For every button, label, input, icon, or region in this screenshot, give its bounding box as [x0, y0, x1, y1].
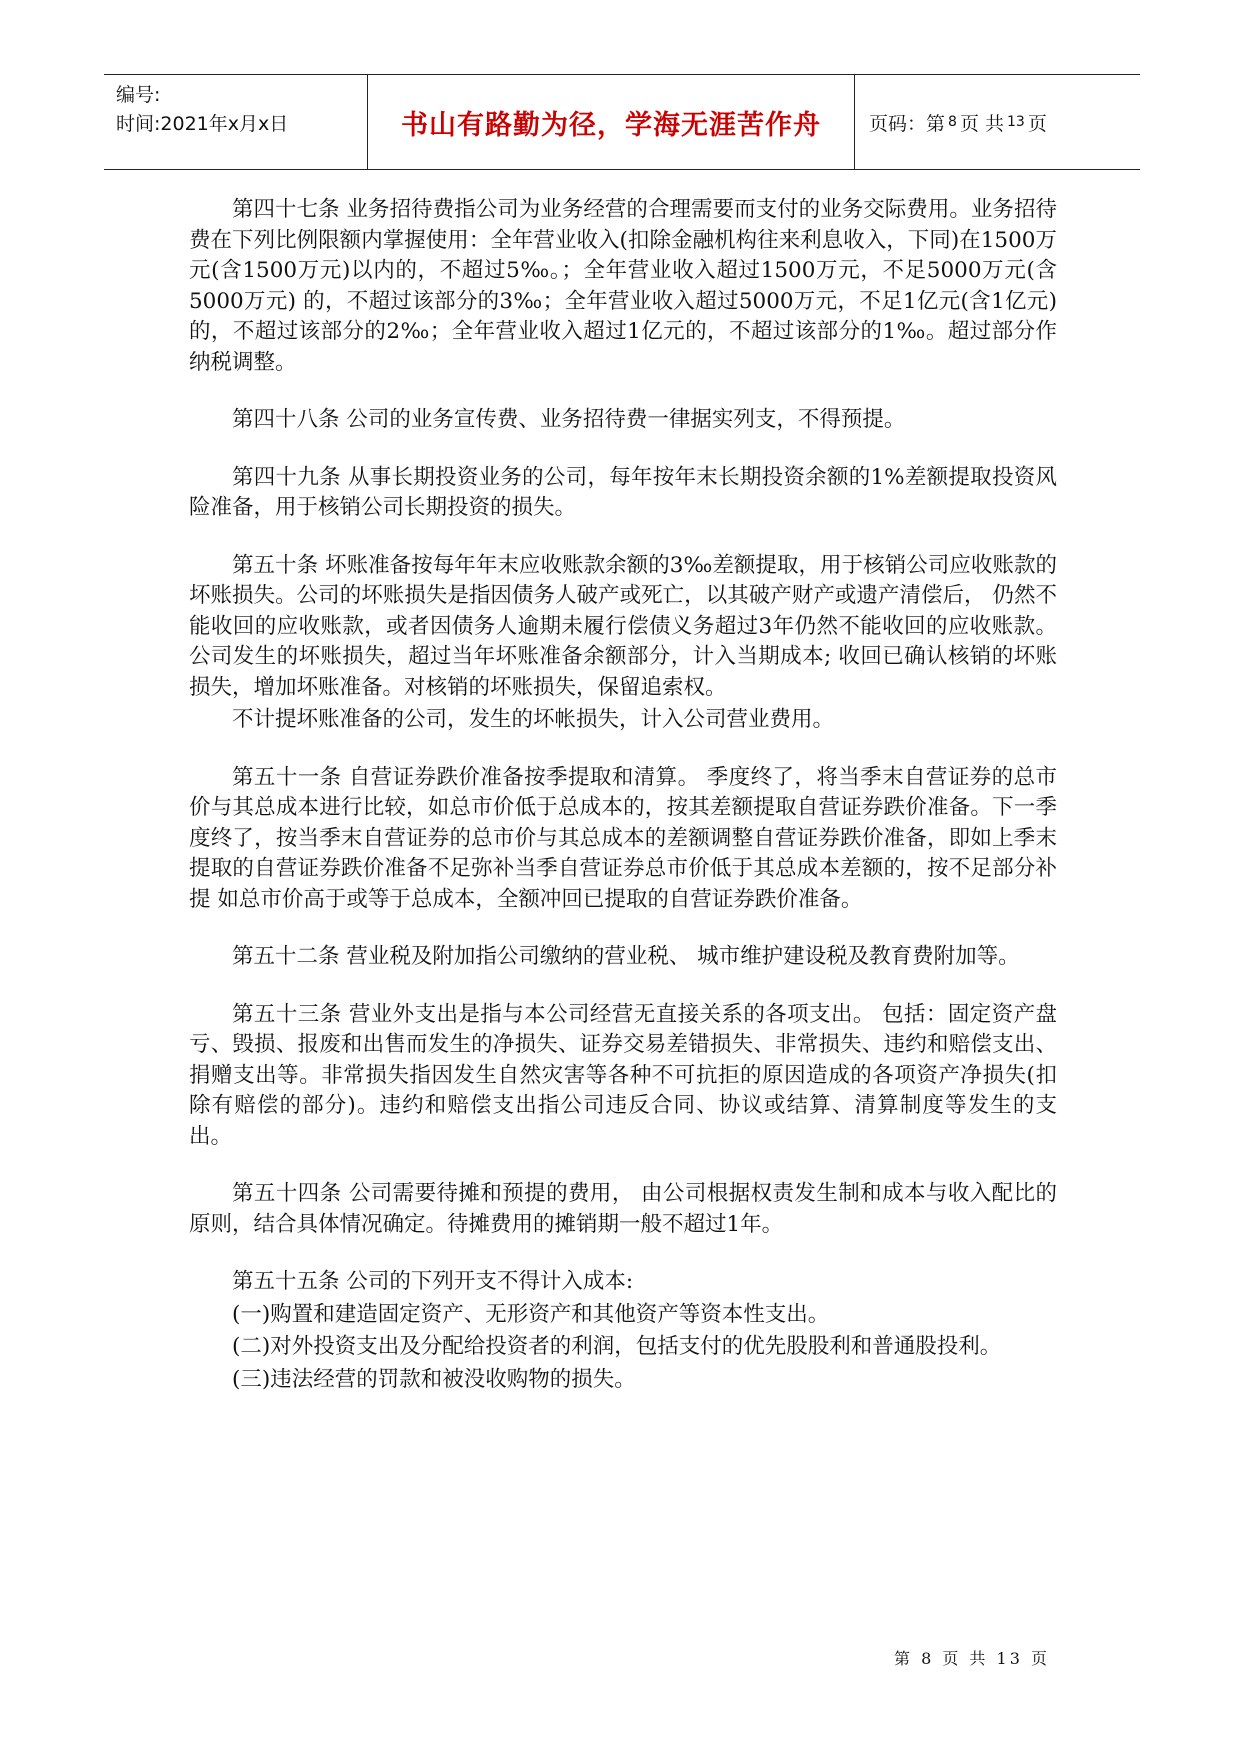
article-55-item-1: (一)购置和建造固定资产、无形资产和其他资产等资本性支出。: [232, 1301, 830, 1327]
article-52: 第五十二条 营业税及附加指公司缴纳的营业税、 城市维护建设税及教育费附加等。: [232, 944, 1020, 969]
article-55-item-3: (三)违法经营的罚款和被没收购物的损失。: [232, 1366, 636, 1392]
article-50-note: 不计提坏账准备的公司，发生的坏帐损失，计入公司营业费用。: [232, 707, 835, 732]
article-50: 第五十条 坏账准备按每年年末应收账款余额的3‰差额提取，用于核销公司应收账款的坏账损失。公司的坏账损失是指因债务人破产或死亡，以其破产财产或遗产清偿后， 仍然不能收回的应收账款，或者因债务人逾期未履行偿债义务超过3年仍然不能收回的应收账款。公司发生的坏账损失，超过当年坏账准备余额部分，计入当期成本; 收回已确认核销的坏账损失，增加坏账准备。对核销的坏账损失，保留追索权。: [189, 552, 1057, 700]
time-label: 时间:: [116, 113, 161, 135]
footer-prefix: 第: [893, 1649, 913, 1668]
page-mid: 页 共: [959, 112, 1004, 135]
article-51: 第五十一条 自营证券跌价准备按季提取和清算。 季度终了，将当季末自营证券的总市价与其总成本进行比较，如总市价低于总成本的，按其差额提取自营证券跌价准备。下一季度终了，按当季末自营证券的总市价与其总成本的差额调整自营证券跌价准备，即如上季末提取的自营证券跌价准备不足弥补当季自营证券总市价低于其总成本差额的，按不足部分补提 如总市价高于或等于总成本，全额冲回已提取的自营证券跌价准备。: [189, 764, 1057, 912]
article-49: 第四十九条 从事长期投资业务的公司，每年按年末长期投资余额的1%差额提取投资风险准备，用于核销公司长期投资的损失。: [189, 464, 1057, 520]
header-page-info: [855, 75, 1140, 169]
footer-page-number: 8: [921, 1649, 935, 1668]
header-meta: [104, 75, 367, 169]
page-footer: [894, 1646, 1050, 1669]
article-54: 第五十四条 公司需要待摊和预提的费用， 由公司根据权责发生制和成本与收入配比的原则，结合具体情况确定。待摊费用的摊销期一般不超过1年。: [189, 1181, 1057, 1237]
footer-suffix: 页: [1030, 1649, 1050, 1668]
page-number: 8: [948, 114, 957, 130]
page-header: [104, 74, 1140, 170]
document-body: [189, 195, 1057, 1397]
motto: 书山有路勤为径，学海无涯苦作舟: [401, 109, 821, 141]
footer-total: 13: [996, 1649, 1023, 1668]
page-label: 页码：第: [869, 112, 946, 135]
date-text: 2021年x月x日: [160, 113, 289, 135]
footer-mid: 页 共: [942, 1649, 989, 1668]
article-55-item-2: (二)对外投资支出及分配给投资者的利润，包括支付的优先股股利和普通股投利。: [232, 1334, 1002, 1359]
article-47: 第四十七条 业务招待费指公司为业务经营的合理需要而支付的业务交际费用。业务招待费在下列比例限额内掌握使用：全年营业收入(扣除金融机构往来利息收入，下同)在1500万元(含1500万元)以内的，不超过5‰。；全年营业收入超过1500万元，不足5000万元(含5000万元) 的，不超过该部分的3‰；全年营业收入超过5000万元，不足1亿元(含1亿元)的，不超过该部分的2‰；全年营业收入超过1亿元的，不超过该部分的1‰。超过部分作纳税调整。: [189, 197, 1057, 375]
page-end: 页: [1027, 112, 1047, 135]
article-48: 第四十八条 公司的业务宣传费、业务招待费一律据实列支，不得预提。: [232, 407, 906, 432]
header-motto-cell: [367, 75, 855, 169]
number-label: 编号:: [116, 84, 161, 106]
total-pages: 13: [1006, 114, 1025, 130]
article-55: 第五十五条 公司的下列开支不得计入成本:: [232, 1269, 634, 1294]
article-53: 第五十三条 营业外支出是指与本公司经营无直接关系的各项支出。 包括：固定资产盘亏、毁损、报废和出售而发生的净损失、证券交易差错损失、非常损失、违约和赔偿支出、捐赠支出等。非常损失指因发生自然灾害等各种不可抗拒的原因造成的各项资产净损失(扣除有赔偿的部分)。违约和赔偿支出指公司违反合同、协议或结算、清算制度等发生的支出。: [189, 1001, 1057, 1149]
